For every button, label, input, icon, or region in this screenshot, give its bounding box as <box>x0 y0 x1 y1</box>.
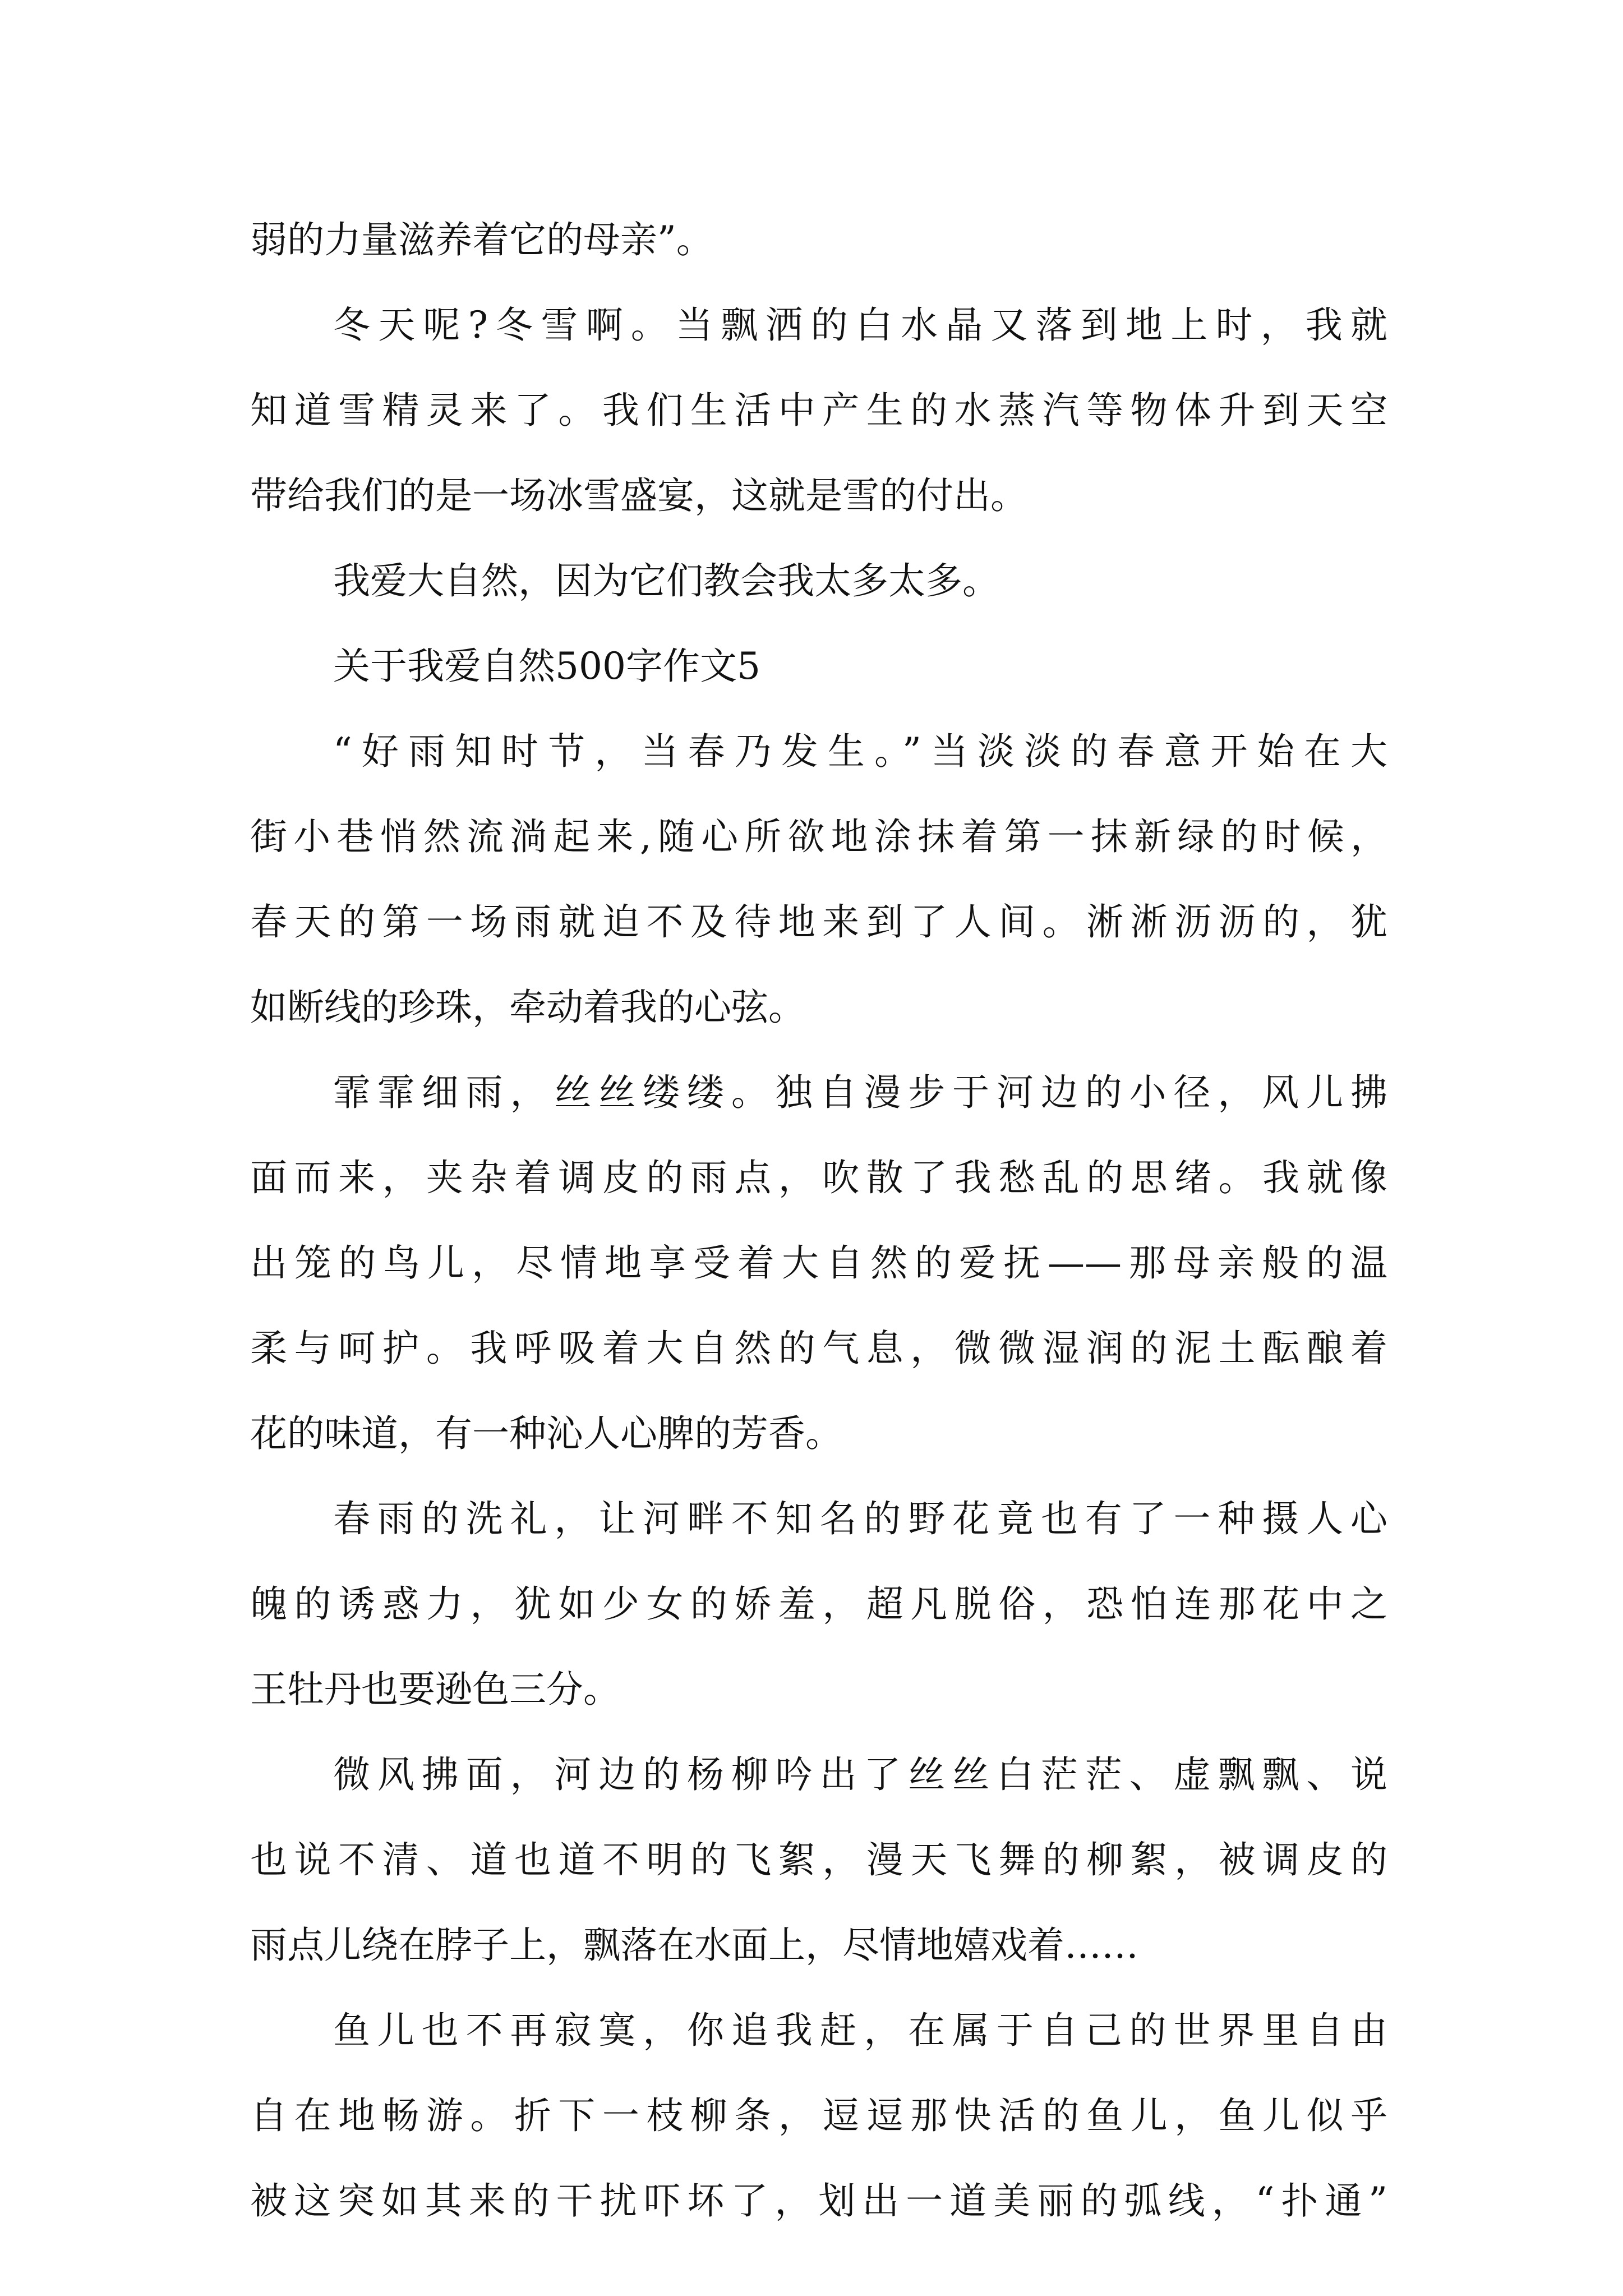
text-line: 冬天呢?冬雪啊。当飘洒的白水晶又落到地上时，我就 <box>333 303 1387 347</box>
text-line: 雨点儿绕在脖子上，飘落在水面上，尽情地嬉戏着…… <box>250 1924 1138 1967</box>
text-line: 面而来，夹杂着调皮的雨点，吹散了我愁乱的思绪。我就像 <box>250 1156 1387 1199</box>
text-line: 出笼的鸟儿，尽情地享受着大自然的爱抚——那母亲般的温 <box>250 1241 1387 1285</box>
text-line: 魄的诱惑力，犹如少女的娇羞，超凡脱俗，恐怕连那花中之 <box>250 1582 1387 1626</box>
text-line: 柔与呵护。我呼吸着大自然的气息，微微湿润的泥土酝酿着 <box>250 1327 1387 1370</box>
text-line: 王牡丹也要逊色三分。 <box>250 1668 620 1711</box>
text-line: 霏霏细雨，丝丝缕缕。独自漫步于河边的小径，风儿拂 <box>333 1071 1387 1114</box>
text-line: 微风拂面，河边的杨柳吟出了丝丝白茫茫、虚飘飘、说 <box>333 1753 1387 1796</box>
text-line: 如断线的珍珠，牵动着我的心弦。 <box>250 986 805 1029</box>
text-line: 带给我们的是一场冰雪盛宴，这就是雪的付出。 <box>250 474 1027 517</box>
text-line: 也说不清、道也道不明的飞絮，漫天飞舞的柳絮，被调皮的 <box>250 1838 1387 1881</box>
text-line: 鱼儿也不再寂寞，你追我赶，在属于自己的世界里自由 <box>333 2009 1387 2052</box>
text-line: 被这突如其来的干扰吓坏了，划出一道美丽的弧线，“扑通” <box>250 2179 1387 2223</box>
text-line: 我爱大自然，因为它们教会我太多太多。 <box>333 559 999 602</box>
section-heading: 关于我爱自然500字作文5 <box>333 645 760 688</box>
text-line: 自在地畅游。折下一枝柳条，逗逗那快活的鱼儿，鱼儿似乎 <box>250 2094 1387 2137</box>
text-line: 弱的力量滋养着它的母亲”。 <box>250 218 713 261</box>
text-line: 春雨的洗礼，让河畔不知名的野花竟也有了一种摄人心 <box>333 1497 1387 1540</box>
text-line: 花的味道，有一种沁人心脾的芳香。 <box>250 1412 842 1455</box>
text-line: “好雨知时节，当春乃发生。”当淡淡的春意开始在大 <box>333 730 1387 773</box>
text-line: 春天的第一场雨就迫不及待地来到了人间。淅淅沥沥的，犹 <box>250 900 1387 944</box>
text-line: 街小巷悄然流淌起来,随心所欲地涂抹着第一抹新绿的时候， <box>250 815 1387 858</box>
text-line: 知道雪精灵来了。我们生活中产生的水蒸汽等物体升到天空 <box>250 389 1387 432</box>
